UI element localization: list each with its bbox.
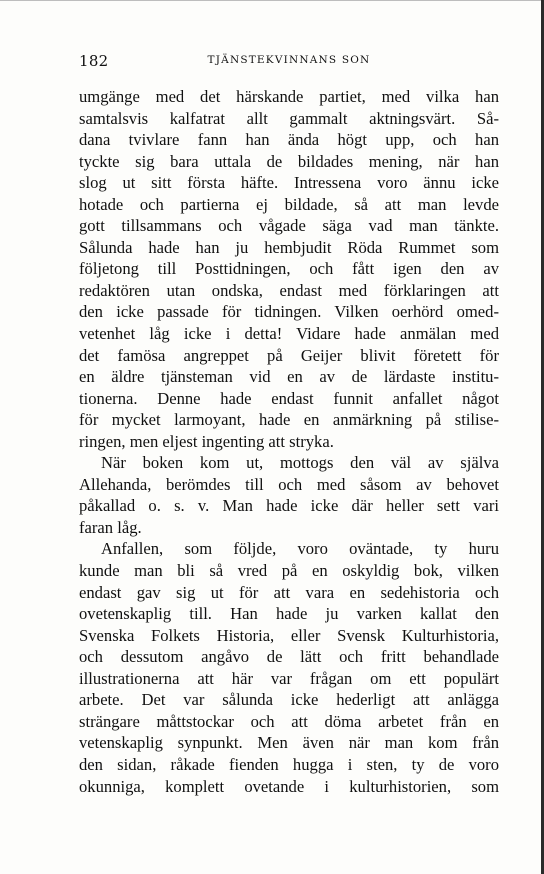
paragraph-last-line: faran låg.	[79, 517, 142, 537]
text-line: den sidan, råkade fienden hugga i sten, ty de voro	[79, 754, 499, 774]
paragraph-first-line: Anfallen, som följde, voro oväntade, ty huru	[101, 539, 499, 559]
text-line: en äldre tjänsteman vid en av de lärdaste institu-	[79, 367, 499, 387]
text-line: det famösa angreppet på Geijer blivit företett för	[79, 345, 499, 365]
page-top-edge	[0, 0, 544, 1]
text-line: vetenskaplig synpunkt. Men även när man kom från	[79, 733, 499, 753]
text-line: påkallad o. s. v. Man hade icke där heller sett vari	[79, 496, 499, 516]
text-line: illustrationerna att här var frågan om ett populärt	[79, 668, 499, 688]
text-line: den icke passade för tidningen. Vilken oerhörd omed-	[79, 302, 499, 322]
text-line: ovetenskaplig till. Han hade ju varken kallat den	[79, 604, 499, 624]
text-line: och dessutom angåvo de lätt och fritt behandlade	[79, 647, 499, 667]
page-number: 182	[79, 52, 109, 70]
text-line: strängare måttstockar och att döma arbetet från en	[79, 711, 499, 731]
text-line: vetenhet låg icke i detta! Vidare hade anmälan med	[79, 324, 499, 344]
page-header	[79, 52, 499, 72]
text-line: följetong till Posttidningen, och fått igen den av	[79, 259, 499, 279]
paragraph-last-line: ringen, men eljest ingenting att stryka.	[79, 431, 334, 451]
text-line: Svenska Folkets Historia, eller Svensk Kulturhistoria,	[79, 625, 499, 645]
text-line: Sålunda hade han ju hembjudit Röda Rummet som	[79, 237, 499, 257]
text-line: tyckte sig bara uttala de bildades mening, när han	[79, 151, 499, 171]
text-line: umgänge med det härskande partiet, med vilka han	[79, 87, 499, 106]
body-text	[79, 86, 499, 797]
text-line: samtalsvis kalfatrat allt gammalt aktningsvärt. Så-	[79, 108, 499, 128]
text-line: arbete. Det var sålunda icke hederligt att anlägga	[79, 690, 499, 710]
text-line: endast gav sig ut för att vara en sedehistoria och	[79, 582, 499, 602]
text-line: redaktören utan ondska, endast med förklaringen att	[79, 280, 499, 300]
text-line: slog ut sitt första häfte. Intressena voro ännu icke	[79, 173, 499, 193]
text-line: tionerna. Denne hade endast funnit anfallet något	[79, 388, 499, 408]
text-line: Allehanda, berömdes till och med såsom av behovet	[79, 474, 499, 494]
text-line: för mycket larmoyant, hade en anmärkning på stilise-	[79, 410, 499, 430]
text-line: dana tvivlare fann han ända högt upp, och han	[79, 130, 499, 150]
running-title: TJÄNSTEKVINNANS SON	[207, 54, 371, 66]
paragraph-first-line: När boken kom ut, mottogs den väl av själva	[101, 453, 499, 473]
text-line: gott tillsammans och vågade säga vad man tänkte.	[79, 216, 499, 236]
text-line: hotade och partierna ej bildade, så att man levde	[79, 194, 499, 214]
text-line: kunde man bli så vred på en oskyldig bok, vilken	[79, 561, 499, 581]
text-line: okunniga, komplett ovetande i kulturhistorien, som	[79, 776, 499, 796]
